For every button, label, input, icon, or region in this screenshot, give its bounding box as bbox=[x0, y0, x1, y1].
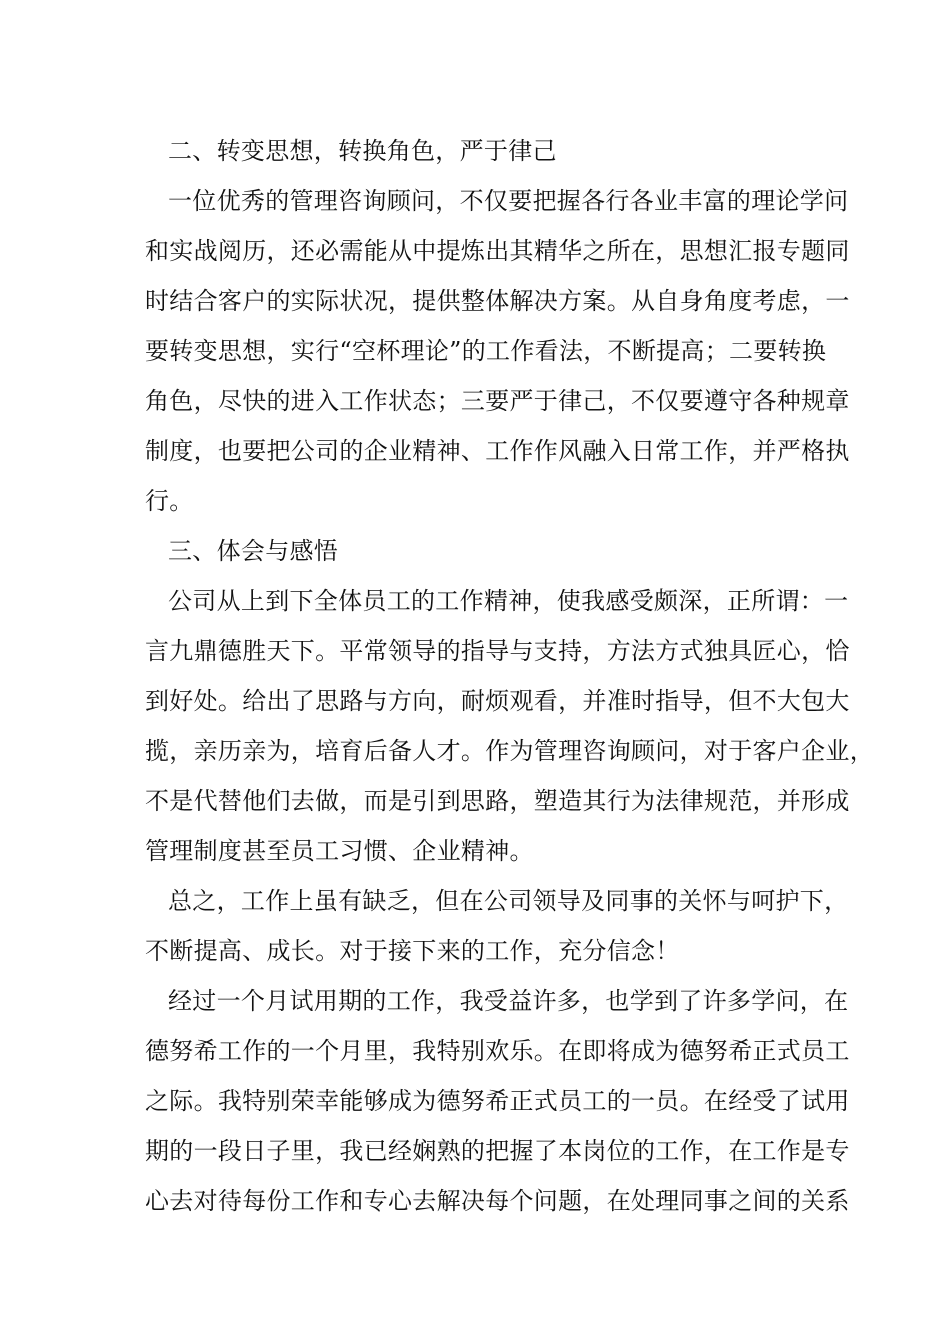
paragraph-line: 总之，工作上虽有缺乏，但在公司领导及同事的关怀与呵护下， bbox=[168, 887, 849, 915]
paragraph-line: 行。 bbox=[145, 487, 194, 515]
paragraph-line: 时结合客户的实际状况，提供整体解决方案。从自身角度考虑，一 bbox=[145, 287, 850, 315]
paragraph-line: 角色，尽快的进入工作状态；三要严于律己，不仅要遵守各种规章 bbox=[145, 387, 850, 415]
paragraph-line: 一位优秀的管理咨询顾问，不仅要把握各行各业丰富的理论学问 bbox=[168, 187, 849, 215]
paragraph-line: 要转变思想，实行“空杯理论”的工作看法，不断提高；二要转换 bbox=[145, 337, 827, 365]
paragraph-line: 期的一段日子里，我已经娴熟的把握了本岗位的工作，在工作是专 bbox=[145, 1137, 850, 1165]
paragraph-line: 不是代替他们去做，而是引到思路，塑造其行为法律规范，并形成 bbox=[145, 787, 850, 815]
paragraph-line: 心去对待每份工作和专心去解决每个问题，在处理同事之间的关系 bbox=[145, 1187, 850, 1215]
paragraph-line: 管理制度甚至员工习惯、企业精神。 bbox=[145, 837, 534, 865]
paragraph-line: 德努希工作的一个月里，我特别欢乐。在即将成为德努希正式员工 bbox=[145, 1037, 850, 1065]
section-heading: 二、转变思想，转换角色，严于律己 bbox=[168, 137, 557, 165]
paragraph-line: 到好处。给出了思路与方向，耐烦观看，并准时指导，但不大包大 bbox=[145, 687, 850, 715]
section-heading: 三、体会与感悟 bbox=[168, 537, 339, 565]
paragraph-line: 言九鼎德胜天下。平常领导的指导与支持，方法方式独具匠心，恰 bbox=[145, 637, 850, 665]
paragraph-line: 揽，亲历亲为，培育后备人才。作为管理咨询顾问，对于客户企业， bbox=[145, 737, 874, 765]
paragraph-line: 不断提高、成长。对于接下来的工作，充分信念！ bbox=[145, 937, 680, 965]
paragraph-line: 和实战阅历，还必需能从中提炼出其精华之所在，思想汇报专题同 bbox=[145, 237, 850, 265]
paragraph-line: 制度，也要把公司的企业精神、工作作风融入日常工作，并严格执 bbox=[145, 437, 850, 465]
paragraph-line: 公司从上到下全体员工的工作精神，使我感受颇深，正所谓：一 bbox=[168, 587, 849, 615]
paragraph-line: 经过一个月试用期的工作，我受益许多，也学到了许多学问，在 bbox=[168, 987, 849, 1015]
paragraph-line: 之际。我特别荣幸能够成为德努希正式员工的一员。在经受了试用 bbox=[145, 1087, 850, 1115]
